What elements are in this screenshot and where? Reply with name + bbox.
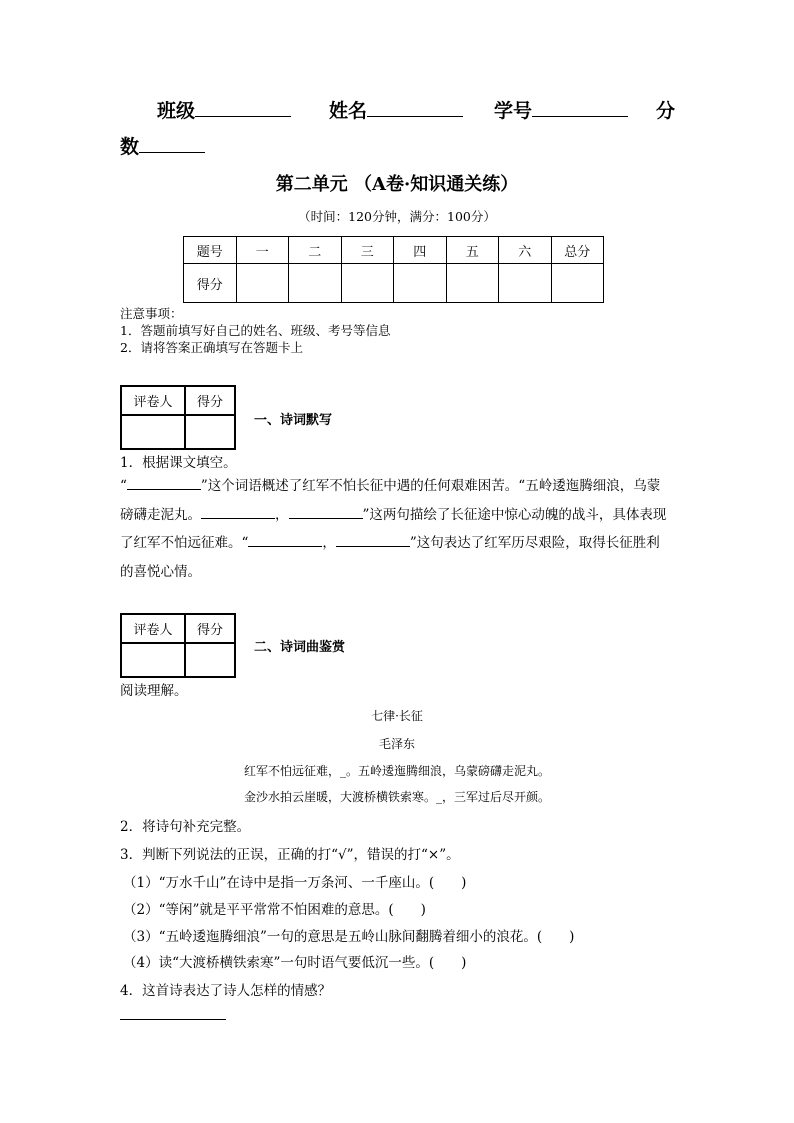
score-table-header: 四 (394, 237, 447, 264)
answer-blank[interactable] (289, 517, 363, 519)
class-field (157, 96, 291, 123)
grader-score-label: 得分 (185, 614, 235, 643)
score-table-header-row (184, 237, 604, 264)
score-cell[interactable] (289, 264, 342, 303)
class-blank[interactable] (195, 115, 291, 117)
passage-text: 磅礴走泥丸。 (120, 506, 201, 523)
passage-text: ， (275, 506, 289, 523)
score-cell[interactable] (446, 264, 499, 303)
score-table-header: 六 (499, 237, 552, 264)
exam-subtitle: （时间：120分钟，满分：100分） (298, 209, 496, 224)
grader-reviewer-cell[interactable] (121, 415, 185, 449)
judgement-item[interactable]: （3）“五岭逶迤腾细浪”一句的意思是五岭山脉间翻腾着细小的浪花。( ) (123, 929, 575, 945)
passage-text: 的喜悦心情。 (120, 563, 201, 580)
question-2: 2．将诗句补充完整。 (120, 819, 251, 835)
score-table (183, 236, 604, 303)
class-label: 班级 (157, 100, 196, 122)
student-id-field (494, 96, 628, 123)
score-blank[interactable] (139, 151, 205, 153)
score-table-header: 总分 (551, 237, 604, 264)
question-4: 4．这首诗表达了诗人怎样的情感？ (120, 983, 332, 999)
score-cell[interactable] (394, 264, 447, 303)
poem-line: 红军不怕远征难，_。五岭逶迤腾细浪，乌蒙磅礴走泥丸。 (243, 764, 550, 778)
poem-author: 毛泽东 (378, 737, 415, 751)
poem-line: 金沙水拍云崖暖，大渡桥横铁索寒。_，三军过后尽开颜。 (243, 790, 550, 804)
name-field (329, 96, 463, 123)
score-cell[interactable] (499, 264, 552, 303)
notes (120, 305, 390, 356)
passage-text: 了红军不怕远征难。“ (120, 535, 249, 551)
grader-score-label: 得分 (185, 386, 235, 415)
grader-score-cell[interactable] (185, 643, 235, 677)
passage-text: ”这个词语概述了红军不怕长征中遇的任何艰难困苦。“五岭逶迤腾细浪，乌蒙 (200, 478, 661, 494)
grader-reviewer-cell[interactable] (121, 643, 185, 677)
reading-intro: 阅读理解。 (120, 683, 188, 699)
notes-item: 1．答题前填写好自己的姓名、班级、考号等信息 (120, 323, 391, 338)
question-3: 3．判断下列说法的正误，正确的打“√”，错误的打“×”。 (120, 847, 460, 863)
score-cell[interactable] (236, 264, 289, 303)
score-row-label: 得分 (184, 264, 237, 303)
answer-blank[interactable] (201, 517, 275, 519)
page-title: 第二单元 （A卷·知识通关练） (275, 174, 519, 195)
section-title: 二、诗词曲鉴赏 (254, 640, 346, 655)
notes-heading: 注意事项： (120, 306, 183, 321)
poem-title: 七律·长征 (371, 709, 423, 723)
score-table-header: 一 (236, 237, 289, 264)
score-field (120, 132, 205, 159)
answer-line[interactable] (120, 1018, 226, 1020)
grader-box (120, 613, 236, 678)
question-1: 1．根据课文填空。 (120, 455, 237, 471)
grader-box (120, 385, 236, 450)
student-id-label: 学号 (494, 100, 533, 122)
score-table-header: 五 (446, 237, 499, 264)
score-label-part2: 数 (120, 136, 140, 158)
answer-blank[interactable] (248, 545, 322, 547)
score-label-part1: 分 (656, 100, 676, 122)
grader-reviewer-label: 评卷人 (121, 386, 185, 415)
judgement-item[interactable]: （2）“等闲”就是平平常常不怕困难的意思。( ) (123, 902, 426, 918)
passage-text: ”这两句描绘了长征途中惊心动魄的战斗，具体表现 (362, 506, 667, 523)
score-cell[interactable] (341, 264, 394, 303)
answer-blank[interactable] (127, 488, 201, 490)
grader-reviewer-label: 评卷人 (121, 614, 185, 643)
score-table-header: 二 (289, 237, 342, 264)
section-title: 一、诗词默写 (254, 413, 333, 428)
notes-item: 2．请将答案正确填写在答题卡上 (120, 340, 303, 355)
passage-text: “ (120, 478, 127, 494)
judgement-item[interactable]: （1）“万水千山”在诗中是指一万条河、一千座山。( ) (123, 875, 467, 891)
answer-blank[interactable] (336, 545, 410, 547)
judgement-item[interactable]: （4）读“大渡桥横铁索寒”一句时语气要低沉一些。( ) (123, 955, 467, 971)
score-table-score-row (184, 264, 604, 303)
student-id-blank[interactable] (532, 115, 628, 117)
score-cell[interactable] (551, 264, 604, 303)
passage-text: ， (322, 535, 336, 551)
grader-score-cell[interactable] (185, 415, 235, 449)
question-1-passage (120, 472, 680, 586)
name-label: 姓名 (329, 100, 368, 122)
name-blank[interactable] (367, 115, 463, 117)
score-table-header: 三 (341, 237, 394, 264)
passage-text: ”这句表达了红军历尽艰险，取得长征胜利 (409, 535, 660, 551)
score-table-header: 题号 (184, 237, 237, 264)
